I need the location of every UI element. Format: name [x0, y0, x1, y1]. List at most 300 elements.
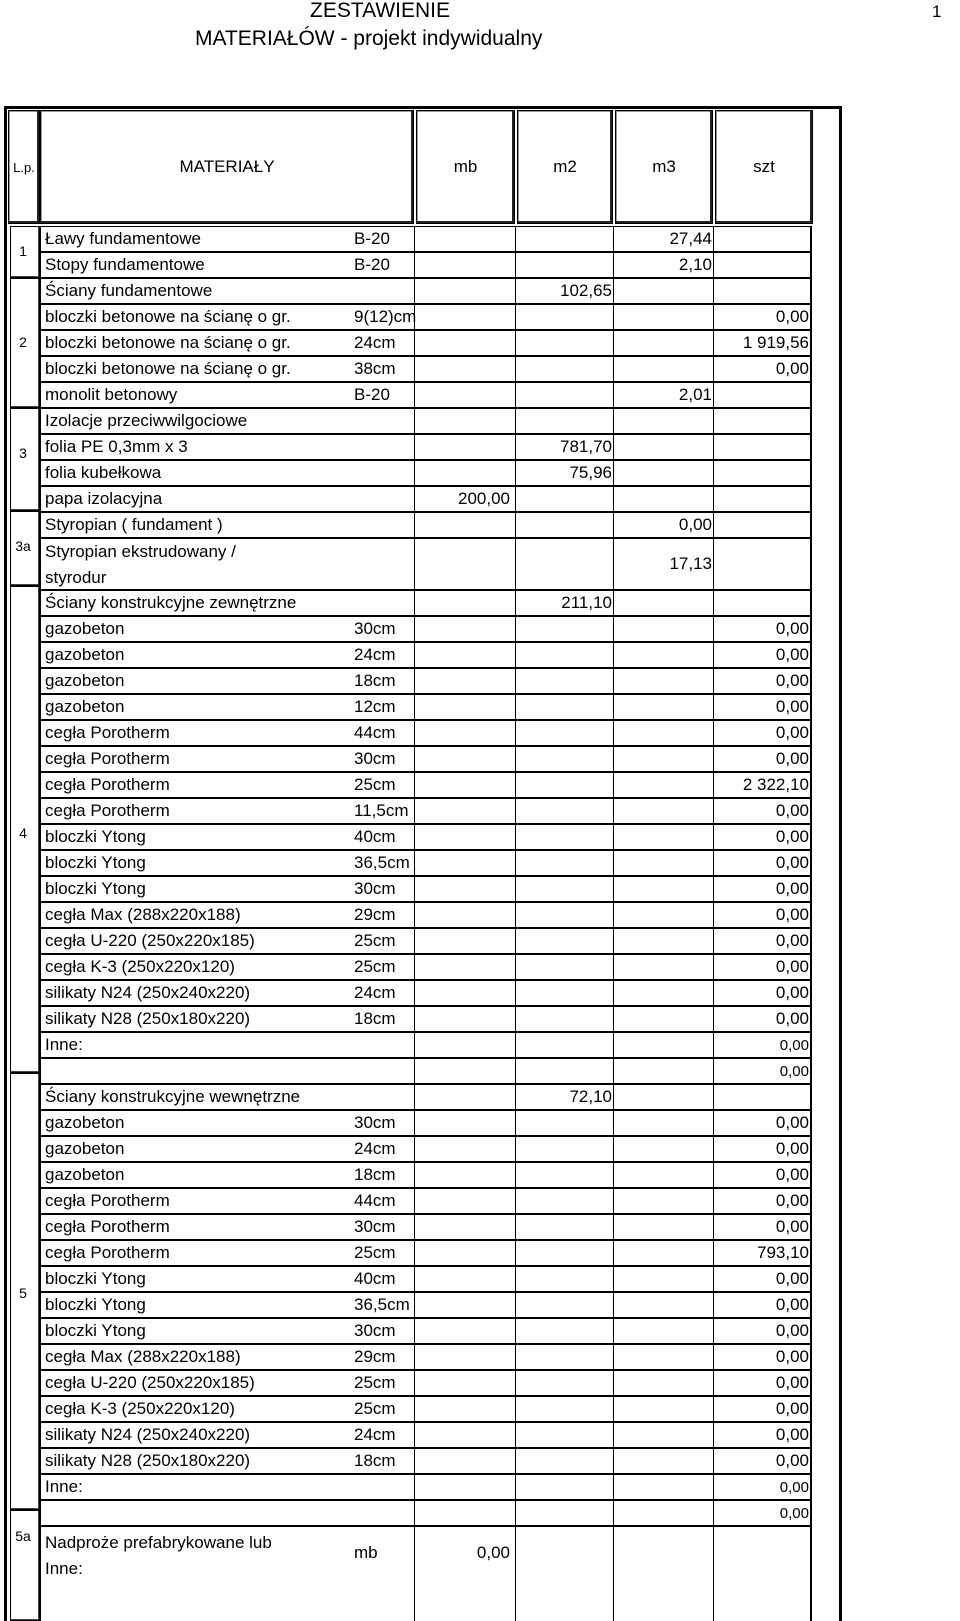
- value-szt: 0,00: [775, 697, 809, 716]
- column-divider: [414, 278, 415, 304]
- value-mb: [419, 1319, 510, 1343]
- table-row: [40, 460, 812, 486]
- table-row: [40, 1214, 812, 1240]
- value-szt: [715, 253, 809, 277]
- column-divider: [713, 824, 714, 850]
- value-m3: [615, 1111, 712, 1135]
- value-m2: [513, 1371, 612, 1395]
- value-m2: [513, 1163, 612, 1187]
- document-title-line1: ZESTAWIENIE: [310, 0, 451, 22]
- column-divider: [414, 824, 415, 850]
- material-spec: 24cm: [354, 333, 396, 352]
- column-divider: [414, 486, 415, 512]
- value-mb: [419, 1293, 510, 1317]
- value-mb: [419, 721, 510, 745]
- column-divider: [613, 1526, 614, 1621]
- table-row: [40, 876, 812, 902]
- value-szt: 0,00: [779, 1504, 809, 1522]
- table-row: [40, 382, 812, 408]
- column-divider: [414, 1188, 415, 1214]
- material-name: cegła Porotherm: [45, 723, 170, 742]
- value-mb: [419, 1033, 510, 1057]
- column-divider: [613, 1058, 614, 1084]
- column-divider: [414, 252, 415, 278]
- value-mb: [419, 591, 510, 615]
- column-divider: [713, 1474, 714, 1500]
- material-name: bloczki Ytong: [45, 827, 146, 846]
- material-name: folia kubełkowa: [45, 463, 162, 482]
- column-divider: [713, 460, 714, 486]
- value-mb: [419, 1475, 510, 1499]
- material-name: cegła K-3 (250x220x120): [45, 957, 235, 976]
- value-m3: [615, 903, 712, 927]
- value-szt: 0,00: [775, 879, 809, 898]
- value-szt: 0,00: [775, 359, 809, 378]
- column-divider: [713, 1058, 714, 1084]
- column-divider: [414, 850, 415, 876]
- table-row: [40, 928, 812, 954]
- column-divider: [613, 226, 614, 252]
- table-row: [40, 616, 812, 642]
- value-mb: [419, 1085, 510, 1109]
- column-divider: [414, 694, 415, 720]
- material-name: bloczki Ytong: [45, 1295, 146, 1314]
- value-mb: [419, 955, 510, 979]
- value-szt: 0,00: [775, 983, 809, 1002]
- table-row: [40, 1344, 812, 1370]
- value-szt: 0,00: [775, 1191, 809, 1210]
- table-row: [40, 772, 812, 798]
- column-divider: [613, 512, 614, 538]
- column-divider: [414, 1240, 415, 1266]
- column-divider: [713, 850, 714, 876]
- table-row: [40, 1136, 812, 1162]
- column-divider: [414, 1448, 415, 1474]
- material-spec: B-20: [354, 385, 390, 404]
- value-m2: [513, 487, 612, 511]
- value-m3: [615, 1449, 712, 1473]
- column-divider: [613, 668, 614, 694]
- value-m3: [615, 1527, 712, 1579]
- column-divider: [613, 1422, 614, 1448]
- value-m3: [615, 643, 712, 667]
- value-szt: 0,00: [775, 1217, 809, 1236]
- material-name: Ściany fundamentowe: [45, 281, 213, 300]
- value-m2: [513, 1059, 612, 1083]
- column-divider: [713, 1396, 714, 1422]
- column-divider: [613, 694, 614, 720]
- column-divider: [713, 1370, 714, 1396]
- material-spec: 30cm: [354, 1113, 396, 1132]
- value-szt: 0,00: [775, 1399, 809, 1418]
- column-divider: [613, 824, 614, 850]
- header-szt: szt: [715, 110, 813, 224]
- value-szt: [715, 409, 809, 433]
- value-m2: [513, 799, 612, 823]
- column-divider: [414, 954, 415, 980]
- value-szt: 0,00: [775, 307, 809, 326]
- material-spec: 40cm: [354, 827, 396, 846]
- table-row: [40, 1474, 812, 1500]
- value-m3: [615, 955, 712, 979]
- value-mb: [419, 305, 510, 329]
- value-mb: [419, 851, 510, 875]
- column-divider: [713, 616, 714, 642]
- value-mb: [419, 1111, 510, 1135]
- table-row: [40, 1110, 812, 1136]
- column-divider: [613, 954, 614, 980]
- value-m2: [513, 1527, 612, 1579]
- column-divider: [713, 720, 714, 746]
- value-m3: [615, 279, 712, 303]
- value-szt: [715, 591, 809, 615]
- value-m2: [513, 1215, 612, 1239]
- value-szt: 0,00: [775, 749, 809, 768]
- column-divider: [414, 798, 415, 824]
- value-m2: [513, 1241, 612, 1265]
- column-divider: [713, 798, 714, 824]
- group-cell-5a: [10, 1510, 40, 1621]
- material-spec: 25cm: [354, 1243, 396, 1262]
- column-divider: [414, 1006, 415, 1032]
- material-spec: 25cm: [354, 1399, 396, 1418]
- value-szt: 0,00: [775, 957, 809, 976]
- value-szt: 0,00: [779, 1036, 809, 1054]
- table-row: [40, 1292, 812, 1318]
- table-row: [40, 1084, 812, 1110]
- value-mb: [419, 1267, 510, 1291]
- value-m3: [615, 1397, 712, 1421]
- column-divider: [414, 1266, 415, 1292]
- column-divider: [713, 1292, 714, 1318]
- material-spec: 24cm: [354, 1139, 396, 1158]
- value-szt: [715, 227, 809, 251]
- column-divider: [713, 304, 714, 330]
- value-mb: [419, 1137, 510, 1161]
- value-m3: [615, 1423, 712, 1447]
- material-name-line2: Inne:: [45, 1559, 83, 1578]
- value-m3: [615, 695, 712, 719]
- value-m3: [615, 1137, 712, 1161]
- column-divider: [414, 1162, 415, 1188]
- column-divider: [613, 850, 614, 876]
- column-divider: [713, 954, 714, 980]
- value-szt: [715, 487, 809, 511]
- column-divider: [414, 1110, 415, 1136]
- column-divider: [713, 252, 714, 278]
- column-divider: [414, 1032, 415, 1058]
- column-divider: [713, 1032, 714, 1058]
- material-name: Inne:: [45, 1035, 83, 1054]
- material-spec: 25cm: [354, 775, 396, 794]
- material-name: cegła Porotherm: [45, 1217, 170, 1236]
- value-mb: 200,00: [458, 489, 510, 508]
- value-m2: [513, 1293, 612, 1317]
- column-divider: [414, 408, 415, 434]
- value-m3: [615, 773, 712, 797]
- header-materialy: MATERIAŁY: [40, 110, 414, 224]
- value-m3: [615, 435, 712, 459]
- value-mb: [419, 981, 510, 1005]
- value-m2: [513, 1345, 612, 1369]
- table-row: [40, 668, 812, 694]
- column-divider: [613, 642, 614, 668]
- material-name: cegła Porotherm: [45, 1191, 170, 1210]
- table-row: [40, 746, 812, 772]
- value-szt: 0,00: [775, 1165, 809, 1184]
- column-divider: [713, 1344, 714, 1370]
- value-m3: [615, 1319, 712, 1343]
- value-mb: [419, 1059, 510, 1083]
- value-m3: [615, 591, 712, 615]
- group-number-1: 1: [19, 243, 27, 259]
- material-name: gazobeton: [45, 645, 125, 664]
- material-name: cegła Max (288x220x188): [45, 1347, 241, 1366]
- value-mb: [419, 1241, 510, 1265]
- value-m3: 2,10: [678, 255, 712, 274]
- value-m3: 17,13: [669, 554, 712, 573]
- column-divider: [613, 278, 614, 304]
- value-m2: [513, 1319, 612, 1343]
- column-divider: [713, 590, 714, 616]
- value-m3: [615, 461, 712, 485]
- value-m3: [615, 721, 712, 745]
- material-spec: 18cm: [354, 1165, 396, 1184]
- column-divider: [414, 1318, 415, 1344]
- value-m3: [615, 1163, 712, 1187]
- material-name: silikaty N24 (250x240x220): [45, 983, 251, 1002]
- value-m2: 72,10: [569, 1087, 612, 1106]
- table-row: [40, 1240, 812, 1266]
- value-mb: [419, 1501, 510, 1525]
- column-divider: [414, 590, 415, 616]
- value-mb: [419, 1215, 510, 1239]
- value-mb: [419, 227, 510, 251]
- value-m2: [513, 1007, 612, 1031]
- value-mb: [419, 903, 510, 927]
- value-m2: 102,65: [560, 281, 612, 300]
- column-divider: [414, 538, 415, 590]
- value-m3: [615, 487, 712, 511]
- column-divider: [414, 980, 415, 1006]
- value-m3: [615, 1345, 712, 1369]
- column-divider: [613, 1318, 614, 1344]
- column-divider: [613, 980, 614, 1006]
- table-row: [40, 1032, 812, 1058]
- column-divider: [414, 1526, 415, 1621]
- table-row: [40, 1188, 812, 1214]
- value-szt: 0,00: [775, 1139, 809, 1158]
- column-divider: [613, 1240, 614, 1266]
- column-divider: [613, 1214, 614, 1240]
- column-divider: [613, 590, 614, 616]
- table-row: [40, 1370, 812, 1396]
- value-m2: [513, 1111, 612, 1135]
- column-divider: [613, 876, 614, 902]
- material-name: bloczki Ytong: [45, 853, 146, 872]
- value-mb: [419, 877, 510, 901]
- value-szt: 0,00: [775, 619, 809, 638]
- column-divider: [613, 902, 614, 928]
- material-spec: 25cm: [354, 931, 396, 950]
- value-m3: [615, 1059, 712, 1083]
- table-row: [40, 720, 812, 746]
- value-m3: [615, 877, 712, 901]
- column-divider: [713, 1214, 714, 1240]
- material-name: Inne:: [45, 1477, 83, 1496]
- header-mb: mb: [416, 110, 515, 224]
- value-m2: [513, 1501, 612, 1525]
- material-name: folia PE 0,3mm x 3: [45, 437, 188, 456]
- column-divider: [713, 278, 714, 304]
- material-name-line1: Nadproże prefabrykowane lub: [45, 1533, 272, 1552]
- value-mb: [419, 825, 510, 849]
- column-divider: [713, 486, 714, 512]
- value-szt: 0,00: [775, 905, 809, 924]
- value-m2: [513, 1189, 612, 1213]
- value-szt: [715, 435, 809, 459]
- value-m3: [615, 799, 712, 823]
- column-divider: [414, 928, 415, 954]
- column-divider: [414, 720, 415, 746]
- value-m2: 211,10: [561, 593, 612, 612]
- value-mb: [419, 929, 510, 953]
- material-spec: 36,5cm: [354, 853, 410, 872]
- material-spec: 25cm: [354, 957, 396, 976]
- value-m3: [615, 1241, 712, 1265]
- table-row: [40, 954, 812, 980]
- material-spec: 38cm: [354, 359, 396, 378]
- value-szt: [715, 1085, 809, 1109]
- table-row: [40, 304, 812, 330]
- material-spec: 9(12)cm: [354, 307, 417, 326]
- table-row: [40, 694, 812, 720]
- table-row: [40, 434, 812, 460]
- column-divider: [414, 616, 415, 642]
- value-m2: [513, 513, 612, 537]
- table-row: [40, 1500, 812, 1526]
- table-row: [40, 824, 812, 850]
- column-divider: [613, 1136, 614, 1162]
- column-divider: [613, 356, 614, 382]
- value-szt: 0,00: [775, 801, 809, 820]
- value-m2: [513, 253, 612, 277]
- column-divider: [414, 1500, 415, 1526]
- value-m3: [615, 1501, 712, 1525]
- value-szt: 1 919,56: [742, 333, 809, 352]
- value-mb: [419, 461, 510, 485]
- column-divider: [613, 1188, 614, 1214]
- material-name: bloczki Ytong: [45, 1321, 146, 1340]
- column-divider: [414, 460, 415, 486]
- column-divider: [613, 746, 614, 772]
- value-m3: [615, 981, 712, 1005]
- value-mb: [419, 279, 510, 303]
- column-divider: [713, 1526, 714, 1621]
- column-divider: [613, 1500, 614, 1526]
- material-name: Izolacje przeciwwilgociowe: [45, 411, 248, 430]
- column-divider: [713, 694, 714, 720]
- value-mb: 0,00: [476, 1543, 510, 1562]
- table-row: [40, 486, 812, 512]
- column-divider: [414, 1292, 415, 1318]
- column-divider: [713, 512, 714, 538]
- value-szt: 0,00: [775, 1451, 809, 1470]
- column-divider: [713, 876, 714, 902]
- column-divider: [713, 1084, 714, 1110]
- table-row: [40, 512, 812, 538]
- value-mb: [419, 1371, 510, 1395]
- value-mb: [419, 539, 510, 589]
- value-mb: [419, 331, 510, 355]
- column-divider: [713, 434, 714, 460]
- column-divider: [713, 1448, 714, 1474]
- material-spec: 30cm: [354, 1321, 396, 1340]
- column-divider: [613, 1110, 614, 1136]
- column-divider: [613, 1396, 614, 1422]
- column-divider: [713, 1422, 714, 1448]
- material-spec: 40cm: [354, 1269, 396, 1288]
- value-m3: [615, 1189, 712, 1213]
- material-spec: 36,5cm: [354, 1295, 410, 1314]
- material-name: monolit betonowy: [45, 385, 178, 404]
- material-name: Stopy fundamentowe: [45, 255, 205, 274]
- value-szt: 0,00: [775, 1009, 809, 1028]
- value-szt: 2 322,10: [742, 775, 809, 794]
- material-spec: 30cm: [354, 1217, 396, 1236]
- value-mb: [419, 669, 510, 693]
- value-szt: 0,00: [779, 1062, 809, 1080]
- column-divider: [713, 902, 714, 928]
- value-m2: [513, 669, 612, 693]
- column-divider: [713, 226, 714, 252]
- column-divider: [713, 1266, 714, 1292]
- column-divider: [414, 1136, 415, 1162]
- value-mb: [419, 1007, 510, 1031]
- value-mb: [419, 1397, 510, 1421]
- table-row: [40, 1448, 812, 1474]
- column-divider: [414, 434, 415, 460]
- column-divider: [613, 434, 614, 460]
- value-szt: 0,00: [775, 1321, 809, 1340]
- value-m3: 2,01: [678, 385, 712, 404]
- value-m2: [513, 747, 612, 771]
- table-row: [40, 902, 812, 928]
- table-row: [40, 252, 812, 278]
- material-spec: 24cm: [354, 1425, 396, 1444]
- value-mb: [419, 383, 510, 407]
- value-szt: 0,00: [775, 827, 809, 846]
- value-mb: [419, 1163, 510, 1187]
- material-spec: 30cm: [354, 619, 396, 638]
- value-m2: [513, 1137, 612, 1161]
- value-szt: 0,00: [775, 1347, 809, 1366]
- table-row: [40, 642, 812, 668]
- table-row: [40, 226, 812, 252]
- value-szt: [715, 279, 809, 303]
- header-lp: L.p.: [8, 110, 40, 224]
- column-divider: [414, 1084, 415, 1110]
- value-m2: 781,70: [560, 437, 612, 456]
- header-m2: m2: [517, 110, 613, 224]
- value-mb: [419, 253, 510, 277]
- value-szt: 793,10: [757, 1243, 809, 1262]
- table-row: [40, 980, 812, 1006]
- column-divider: [713, 1162, 714, 1188]
- group-number-2: 2: [19, 334, 27, 350]
- material-name: cegła Porotherm: [45, 749, 170, 768]
- material-spec: 18cm: [354, 671, 396, 690]
